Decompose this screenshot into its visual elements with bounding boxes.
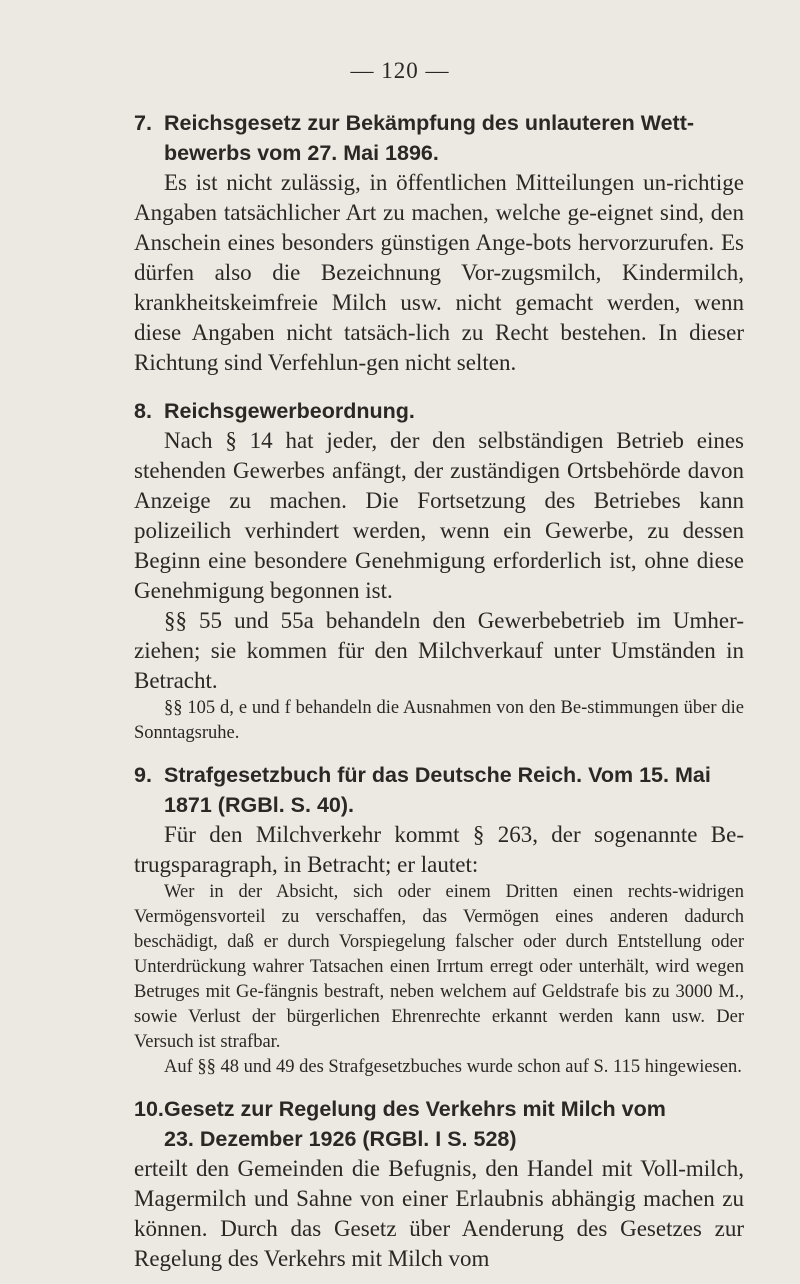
- paragraph: Für den Milchverkehr kommt § 263, der sogenannte Be-trugsparagraph, in Betracht; er lautet:: [134, 822, 744, 877]
- section-10: [134, 1094, 744, 1274]
- text-column: [134, 108, 744, 1274]
- section-9: [134, 760, 744, 1080]
- section-heading: [134, 108, 744, 168]
- heading-line-1: Gesetz zur Regelung des Verkehrs mit Milch vom: [164, 1097, 666, 1121]
- section-number: 7.: [134, 111, 152, 135]
- heading-line-2: 1871 (RGBl. S. 40).: [164, 793, 354, 817]
- heading-line-1: Reichsgesetz zur Bekämpfung des unlauteren Wett-: [164, 111, 695, 135]
- small-note: §§ 105 d, e und f behandeln die Ausnahmen von den Be-stimmungen über die Sonntagsruhe.: [134, 698, 744, 743]
- paragraph: §§ 55 und 55a behandeln den Gewerbebetrieb im Umher-ziehen; sie kommen für den Milchverkauf unter Umständen in Betracht.: [134, 608, 744, 693]
- section-heading: [134, 760, 744, 820]
- section-heading: [134, 1094, 744, 1154]
- heading-line-2: 23. Dezember 1926 (RGBl. I S. 528): [164, 1127, 517, 1151]
- section-7: [134, 108, 744, 378]
- section-number: 10.: [134, 1097, 164, 1121]
- small-note: Auf §§ 48 und 49 des Strafgesetzbuches wurde schon auf S. 115 hingewiesen.: [164, 1057, 742, 1077]
- section-8: [134, 396, 744, 746]
- heading-line-1: Strafgesetzbuch für das Deutsche Reich. Vom 15. Mai: [164, 763, 711, 787]
- section-heading: [134, 396, 744, 426]
- paragraph: erteilt den Gemeinden die Befugnis, den Handel mit Voll-milch, Magermilch und Sahne von einer Erlaubnis abhängig machen zu können. Durch das Gesetz über Aenderung des Gesetzes zur Regelung des Verkehrs mit Milch vom: [134, 1156, 744, 1271]
- quoted-law-text: Wer in der Absicht, sich oder einem Dritten einen rechts-widrigen Vermögensvorteil zu verschaffen, das Vermögen eines anderen dadurch beschädigt, daß er durch Vorspiegelung falscher oder durch Entstellung oder Unterdrückung wahrer Tatsachen einen Irrtum erregt oder unterhält, wird wegen Betruges mit Ge-fängnis bestraft, neben welchem auf Geldstrafe bis zu 3000 M., sowie Verlust der bürgerlichen Ehrenrechte erkannt werden kann usw. Der Versuch ist strafbar.: [134, 882, 744, 1052]
- heading-line-2: bewerbs vom 27. Mai 1896.: [164, 141, 439, 165]
- paragraph: Nach § 14 hat jeder, der den selbständigen Betrieb eines stehenden Gewerbes anfängt, der zuständigen Ortsbehörde davon Anzeige zu machen. Die Fortsetzung des Betriebes kann polizeilich verhindert werden, wenn ein Gewerbe, zu dessen Beginn eine besondere Genehmigung erforderlich ist, ohne diese Genehmigung begonnen ist.: [134, 428, 744, 603]
- paragraph: Es ist nicht zulässig, in öffentlichen Mitteilungen un-richtige Angaben tatsächlicher Art zu machen, welche ge-eignet sind, den Anschein eines besonders günstigen Ange-bots hervorzurufen. Es dürfen also die Bezeichnung Vor-zugsmilch, Kindermilch, krankheitskeimfreie Milch usw. nicht gemacht werden, wenn diese Angaben nicht tatsäch-lich zu Recht bestehen. In dieser Richtung sind Verfehlun-gen nicht selten.: [134, 170, 744, 375]
- section-number: 8.: [134, 399, 152, 423]
- heading-line-1: Reichsgewerbeordnung.: [164, 399, 415, 423]
- section-number: 9.: [134, 763, 152, 787]
- page-number: — 120 —: [350, 58, 450, 83]
